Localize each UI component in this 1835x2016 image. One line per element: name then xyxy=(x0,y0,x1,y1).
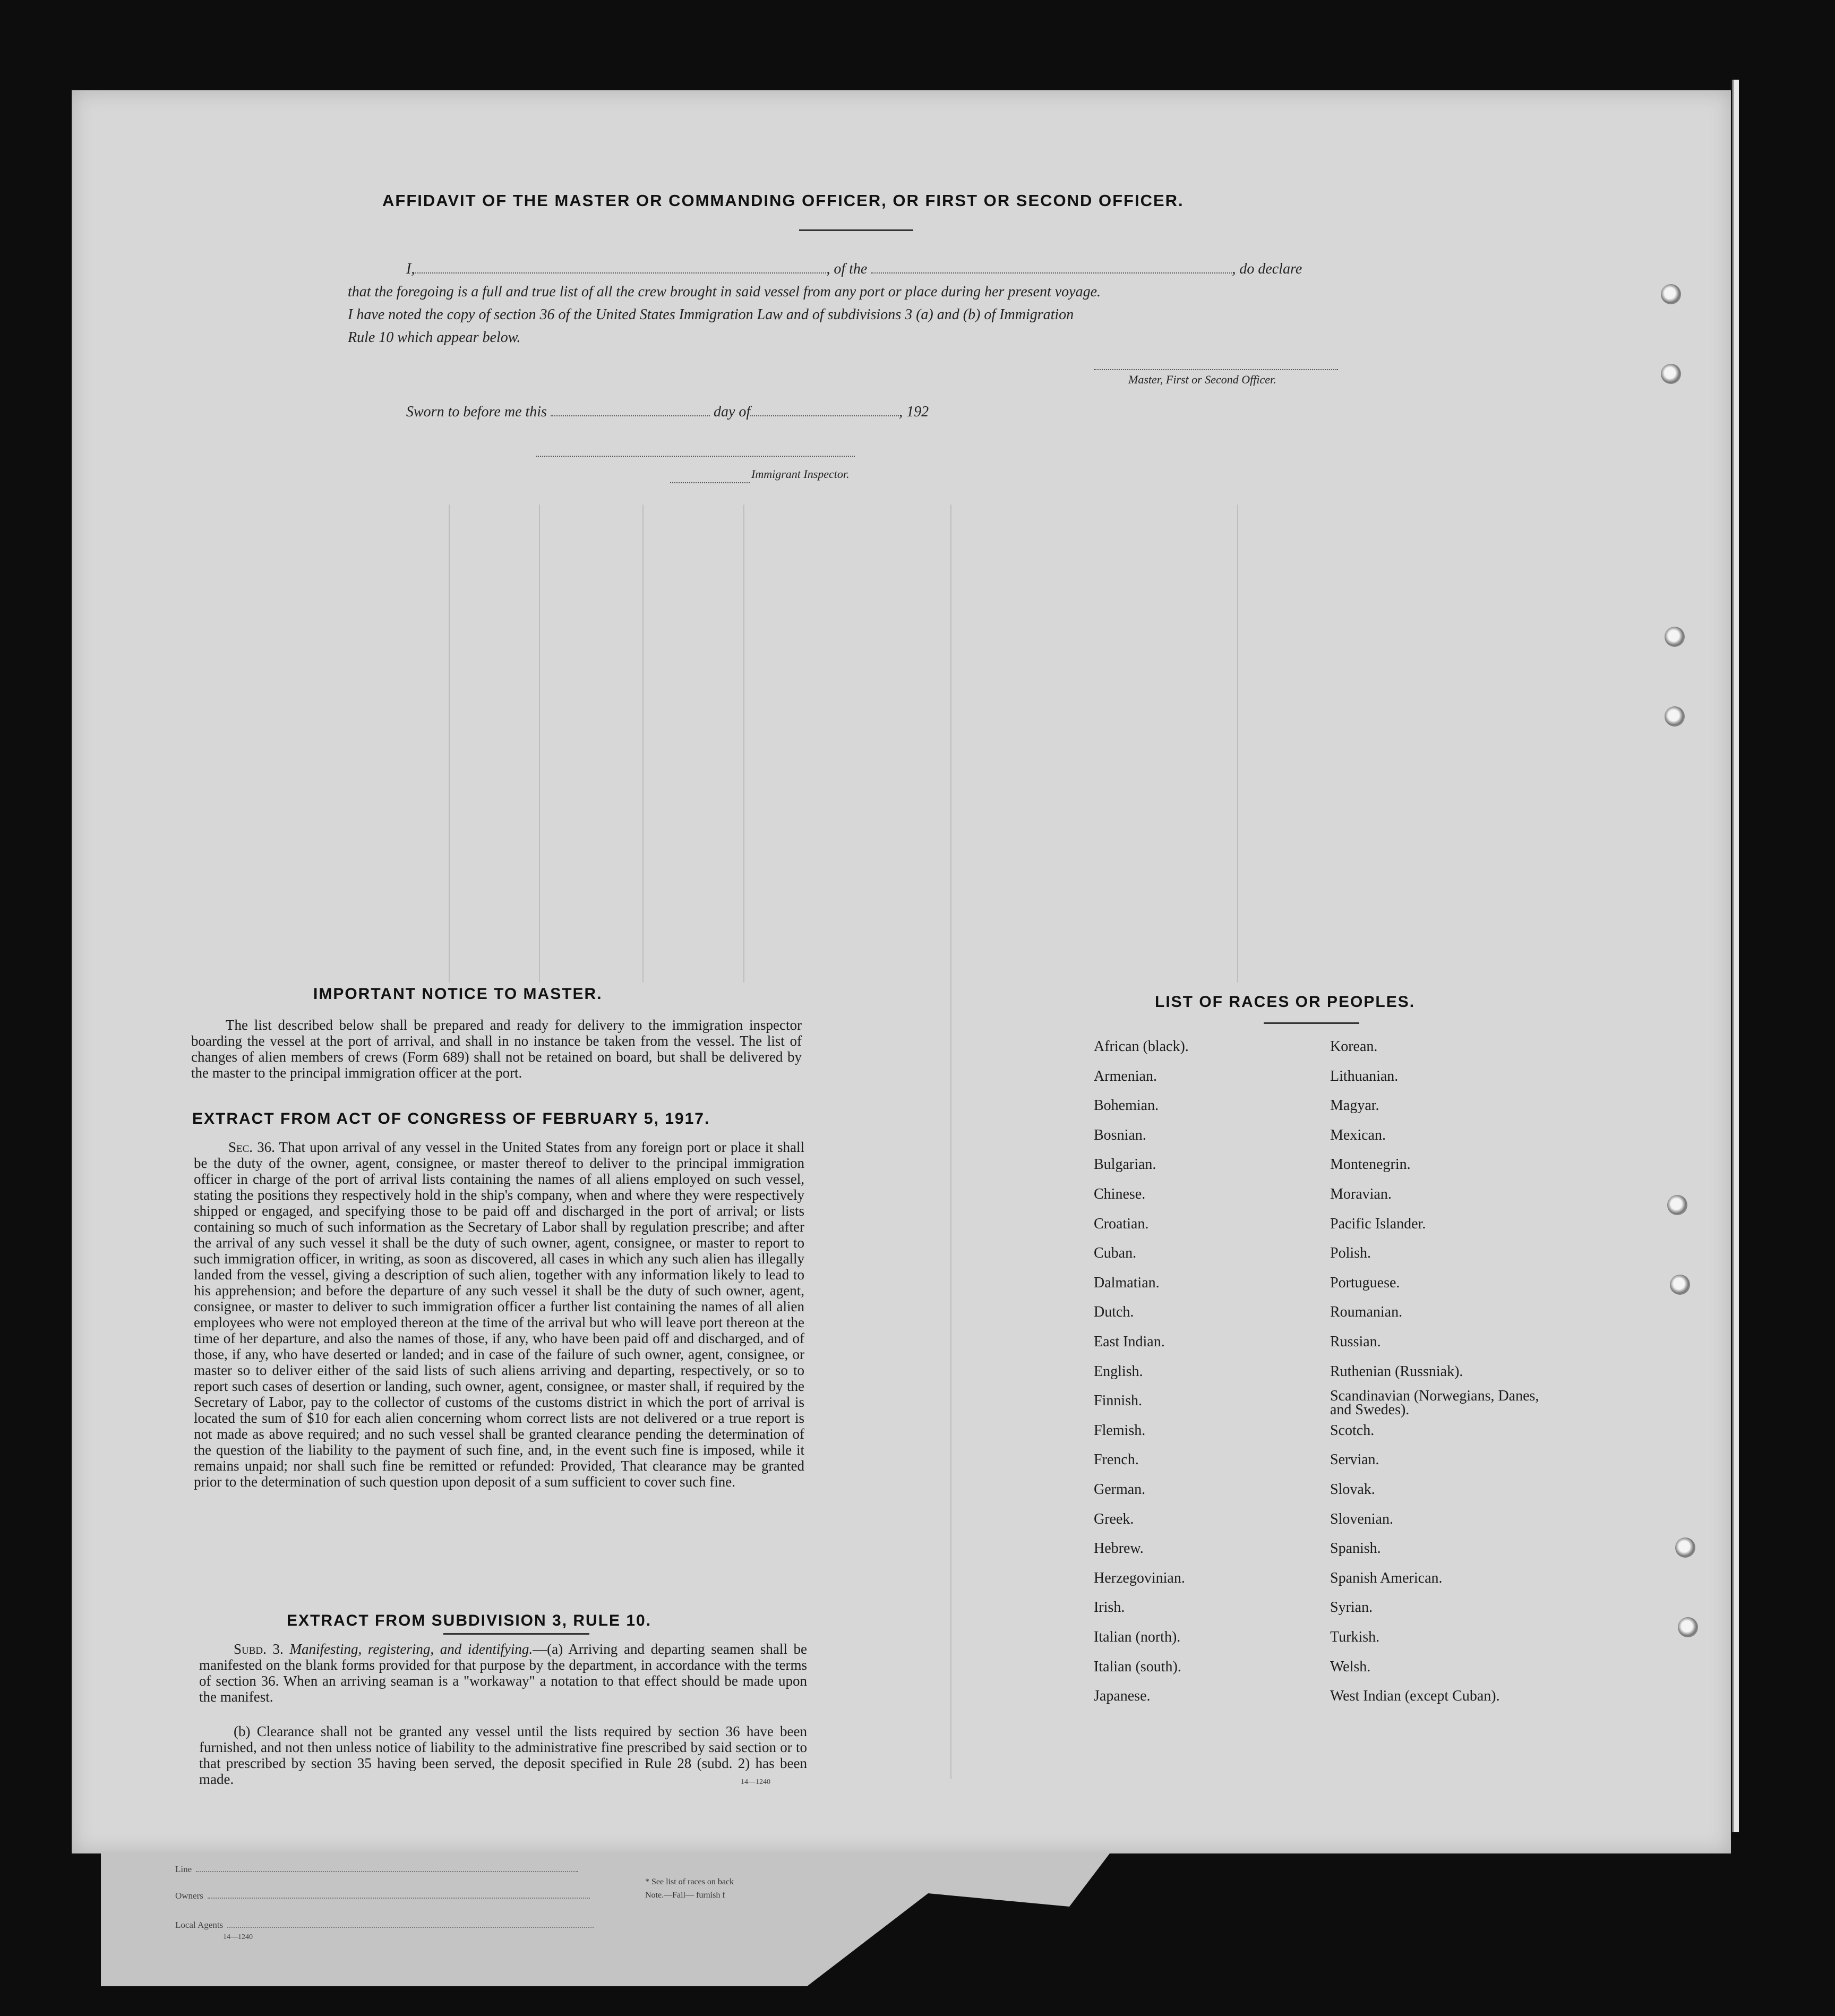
section-text: That upon arrival of any vessel in the United States from any foreign port or place it shall be the duty of the owner, agent, consignee, or master thereof to deliver to the principal immigration officer in charge of the port of arrival lists containing the names of all aliens employed on such vessel, stating the positions they respectively hold in the ship's company, when and where they were respectively shipped or engaged, and specifying those to be paid off and discharged in the port of arrival; or lists containing so much of such information as the Secretary of Labor shall by regulation prescribe; and after the arrival of any such vessel it shall be the duty of such owner, agent, consignee, or master to report to such immigration officer, in writing, as soon as discovered, all cases in which any such alien has illegally landed from the vessel, giving a description of such alien, together with any information likely to lead to his apprehension; and before the departure of any such vessel it shall be the duty of such owner, agent, consignee, or master to deliver to such immigration officer a further list containing the names of all alien employees who were not employed thereon at the time of the arrival but who will leave port thereon at the time of her departure, and also the names of those, if any, who have been paid off and discharged, and of those, if any, who have deserted or landed; and in case of the failure of such owner, agent, consignee, or master so to deliver either of the said lists of such aliens arriving and departing, respectively, or so to report such cases of desertion or landing, such owner, agent, consignee, or master shall, if required by the Secretary of Labor, pay to the collector of customs of the customs district in which the port of arrival is located the sum of $10 for each alien concerning whom correct lists are not delivered or a true report is not made as above required; and no such vessel shall be granted clearance pending the determination of the question of the liability to the payment of such fine, and, in the event such fine is imposed, while it remains unpaid; nor shall such fine be remitted or refunded: Provided, That clearance may be granted prior to the determination of such question upon deposit of a sum sufficient to cover such fine. xyxy=(194,1139,805,1490)
strip-owners-blank xyxy=(208,1898,590,1899)
section-label: Sec. 36. xyxy=(228,1139,275,1155)
race-item: Slovenian. xyxy=(1330,1510,1393,1527)
race-item: Italian (south). xyxy=(1094,1658,1181,1675)
race-item: African (black). xyxy=(1094,1038,1189,1055)
strip-line-blank xyxy=(196,1871,578,1872)
race-item: Lithuanian. xyxy=(1330,1067,1399,1084)
race-item: Hebrew. xyxy=(1094,1540,1144,1557)
affidavit-i: I, xyxy=(406,261,415,277)
race-item: Cuban. xyxy=(1094,1245,1137,1262)
affidavit-text xyxy=(348,258,1367,349)
strip-agents-row xyxy=(175,1920,594,1930)
sworn-prefix: Sworn to before me this xyxy=(406,404,547,420)
race-item: Korean. xyxy=(1330,1038,1378,1055)
strip-owners-label: Owners xyxy=(175,1891,203,1901)
race-item: Servian. xyxy=(1330,1451,1379,1468)
inspector-label: Immigrant Inspector. xyxy=(751,467,850,481)
race-item: Armenian. xyxy=(1094,1067,1157,1084)
race-item: Bosnian. xyxy=(1094,1126,1146,1143)
punch-hole xyxy=(1665,627,1685,647)
punch-hole xyxy=(1661,364,1681,384)
sworn-day: day of xyxy=(713,404,751,420)
rule-divider xyxy=(443,1633,589,1635)
race-item: Scotch. xyxy=(1330,1422,1375,1439)
vessel-blank xyxy=(871,263,1232,274)
race-item: English. xyxy=(1094,1363,1143,1380)
strip-note-fail: Note.—Fail— furnish f xyxy=(645,1891,725,1900)
punch-hole xyxy=(1670,1275,1690,1295)
affidavit-line-4: Rule 10 which appear below. xyxy=(348,329,521,346)
race-item: Japanese. xyxy=(1094,1688,1151,1705)
extract-rule-title: EXTRACT FROM SUBDIVISION 3, RULE 10. xyxy=(287,1612,652,1629)
punch-hole xyxy=(1661,284,1681,304)
affidavit-of-the: , of the xyxy=(826,261,868,277)
race-item: West Indian (except Cuban). xyxy=(1330,1688,1500,1705)
inspector-label-leader xyxy=(670,482,750,483)
notice-text: The list described below shall be prepared and ready for delivery to the immigration inspector boarding the vessel at the port of arrival, and shall in no instance be taken from the vessel. The list of changes of alien members of crews (Form 689) shall not be retained on board, but shall be delivered by the master to the principal immigration officer at the port. xyxy=(191,1017,802,1081)
form-number: 14—1240 xyxy=(741,1778,770,1786)
race-item: Irish. xyxy=(1094,1599,1125,1616)
punch-hole xyxy=(1678,1617,1698,1637)
master-signature-label: Master, First or Second Officer. xyxy=(1128,373,1276,386)
strip-agents-blank xyxy=(227,1927,594,1928)
race-item: Russian. xyxy=(1330,1334,1381,1350)
punch-hole xyxy=(1675,1537,1695,1558)
race-item: Flemish. xyxy=(1094,1422,1146,1439)
strip-note-races: * See list of races on back xyxy=(645,1877,734,1886)
race-item: Turkish. xyxy=(1330,1629,1380,1645)
race-item: Montenegrin. xyxy=(1330,1156,1411,1173)
affidavit-line-2: that the foregoing is a full and true list of all the crew brought in said vessel from any port or place during her present voyage. xyxy=(348,284,1101,300)
strip-form-number: 14—1240 xyxy=(223,1933,253,1941)
race-item: Scandinavian (Norwegians, Danes, and Swedes). xyxy=(1330,1388,1539,1419)
race-item: Croatian. xyxy=(1094,1215,1149,1232)
extract-rule-text-b: (b) Clearance shall not be granted any vessel until the lists required by section 36 have been furnished, and not then unless notice of liability to the administrative fine prescribed by said section or to that prescribed by section 35 having been served, the deposit specified in Rule 28 (subd. 2) has been made. xyxy=(199,1723,807,1787)
affidavit-line-1 xyxy=(348,258,1367,280)
strip-agents-label: Local Agents xyxy=(175,1920,224,1930)
race-item: French. xyxy=(1094,1451,1139,1468)
extract-rule-text-a xyxy=(199,1641,807,1705)
race-item: Slovak. xyxy=(1330,1481,1375,1498)
race-item: Magyar. xyxy=(1330,1097,1379,1114)
title-divider xyxy=(799,229,913,231)
race-item: Pacific Islander. xyxy=(1330,1215,1426,1232)
race-item: Mexican. xyxy=(1330,1126,1386,1143)
race-item: Roumanian. xyxy=(1330,1304,1403,1321)
race-item: Ruthenian (Russniak). xyxy=(1330,1363,1463,1380)
race-item: Welsh. xyxy=(1330,1658,1371,1675)
race-item: Syrian. xyxy=(1330,1599,1373,1616)
race-item: East Indian. xyxy=(1094,1334,1165,1350)
day-blank xyxy=(551,406,710,416)
page-edge xyxy=(1732,80,1739,1832)
race-item: Spanish American. xyxy=(1330,1569,1443,1586)
affidavit-line-3: I have noted the copy of section 36 of the United States Immigration Law and of subdivisions 3 (a) and (b) of Immigration xyxy=(348,306,1074,323)
sworn-line xyxy=(406,404,929,421)
races-title: LIST OF RACES OR PEOPLES. xyxy=(1155,993,1416,1011)
affidavit-declare: , do declare xyxy=(1232,261,1302,277)
subd-heading: Manifesting, registering, and identifying. xyxy=(289,1641,533,1657)
strip-owners-row xyxy=(175,1891,590,1901)
punch-hole xyxy=(1665,706,1685,727)
race-item: Dalmatian. xyxy=(1094,1274,1160,1291)
month-blank xyxy=(750,406,899,416)
race-item: Portuguese. xyxy=(1330,1274,1400,1291)
sworn-year: , 192 xyxy=(899,404,929,420)
inspector-signature-line xyxy=(536,456,855,457)
race-item: Dutch. xyxy=(1094,1304,1134,1321)
race-item: Herzegovinian. xyxy=(1094,1569,1185,1586)
document-page xyxy=(72,90,1731,1853)
extract-act-text xyxy=(194,1139,804,1490)
punch-hole xyxy=(1667,1195,1687,1215)
race-item: Finnish. xyxy=(1094,1393,1143,1410)
race-item: Greek. xyxy=(1094,1510,1134,1527)
master-signature-line xyxy=(1094,369,1338,370)
name-blank xyxy=(415,263,826,274)
race-item: German. xyxy=(1094,1481,1146,1498)
race-item: Bohemian. xyxy=(1094,1097,1159,1114)
race-item: Polish. xyxy=(1330,1245,1371,1262)
race-item: Spanish. xyxy=(1330,1540,1381,1557)
subd-text-a: —(a) Arriving and departing seamen shall be manifested on the blank forms provided for that purpose by the department, in accordance with the terms of section 36. When an arriving seaman is a "workaway" a notation to that effect should be made upon the manifest. xyxy=(199,1641,807,1705)
notice-title: IMPORTANT NOTICE TO MASTER. xyxy=(313,985,603,1003)
race-item: Moravian. xyxy=(1330,1186,1392,1202)
races-divider xyxy=(1264,1022,1359,1024)
race-item: Chinese. xyxy=(1094,1186,1146,1202)
race-item: Bulgarian. xyxy=(1094,1156,1156,1173)
extract-act-title: EXTRACT FROM ACT OF CONGRESS OF FEBRUARY 5, 1917. xyxy=(192,1110,710,1127)
race-item: Italian (north). xyxy=(1094,1629,1181,1645)
subd-label: Subd. 3. xyxy=(234,1641,284,1657)
strip-line-row xyxy=(175,1864,578,1875)
strip-line-label: Line xyxy=(175,1864,192,1874)
affidavit-title: AFFIDAVIT OF THE MASTER OR COMMANDING OFFICER, OR FIRST OR SECOND OFFICER. xyxy=(382,191,1184,210)
